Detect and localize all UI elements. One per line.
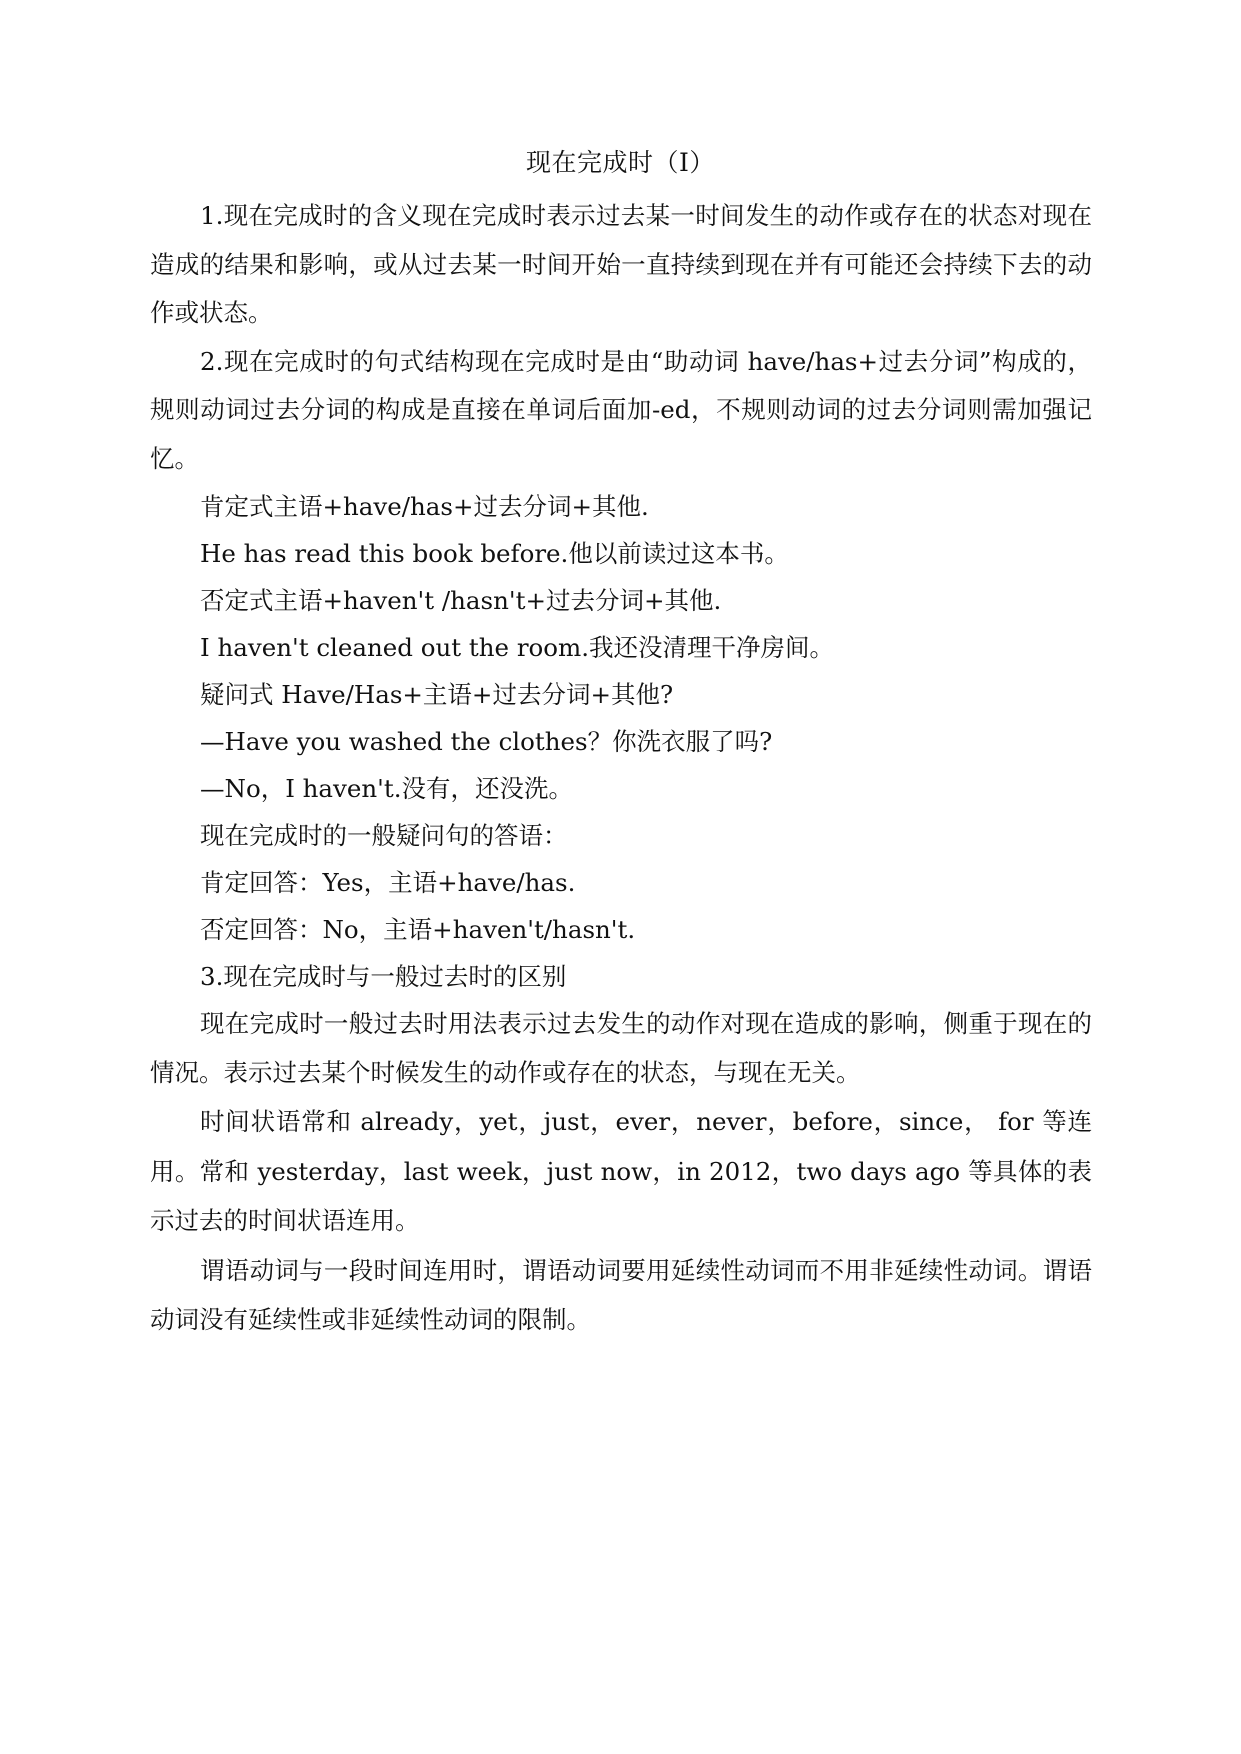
affirmative-form: 肯定式主语+have/has+过去分词+其他.: [200, 492, 649, 521]
paragraph-adverbials: 时间状语常和 already，yet，just，ever，never，before，since， for 等连用。常和 yesterday，last week，just now，in 2012，two days ago 等具体的表示过去的时间状语连用。: [150, 1107, 1092, 1235]
paragraph-structure: 2.现在完成时的句式结构现在完成时是由“助动词 have/has+过去分词”构成的，规则动词过去分词的构成是直接在单词后面加-ed，不规则动词的过去分词则需加强记忆。: [150, 346, 1092, 473]
paragraph-predicate: 谓语动词与一段时间连用时，谓语动词要用延续性动词而不用非延续性动词。谓语动词没有延续性或非延续性动词的限制。: [150, 1255, 1092, 1334]
negative-form: 否定式主语+haven't /hasn't+过去分词+其他.: [200, 586, 722, 615]
page-title: 现在完成时（I）: [526, 148, 715, 177]
question-answer-example: —No，I haven't.没有，还没洗。: [200, 774, 574, 803]
negative-example: I haven't cleaned out the room.我还没清理干净房间。: [200, 633, 835, 662]
answers-heading: 现在完成时的一般疑问句的答语：: [200, 821, 568, 850]
question-example: —Have you washed the clothes？你洗衣服了吗?: [200, 727, 773, 756]
section-3-heading: 3.现在完成时与一般过去时的区别: [200, 962, 567, 991]
negative-answer: 否定回答：No，主语+haven't/hasn't.: [200, 915, 636, 944]
affirmative-answer: 肯定回答：Yes，主语+have/has.: [200, 868, 576, 897]
paragraph-usage: 现在完成时一般过去时用法表示过去发生的动作对现在造成的影响，侧重于现在的情况。表示过去某个时候发生的动作或存在的状态，与现在无关。: [150, 1009, 1092, 1087]
paragraph-definition: 1.现在完成时的含义现在完成时表示过去某一时间发生的动作或存在的状态对现在造成的结果和影响，或从过去某一时间开始一直持续到现在并有可能还会持续下去的动作或状态。: [150, 201, 1092, 327]
question-form: 疑问式 Have/Has+主语+过去分词+其他?: [200, 680, 674, 709]
affirmative-example: He has read this book before.他以前读过这本书。: [200, 539, 789, 568]
document-body: [150, 192, 1092, 1345]
